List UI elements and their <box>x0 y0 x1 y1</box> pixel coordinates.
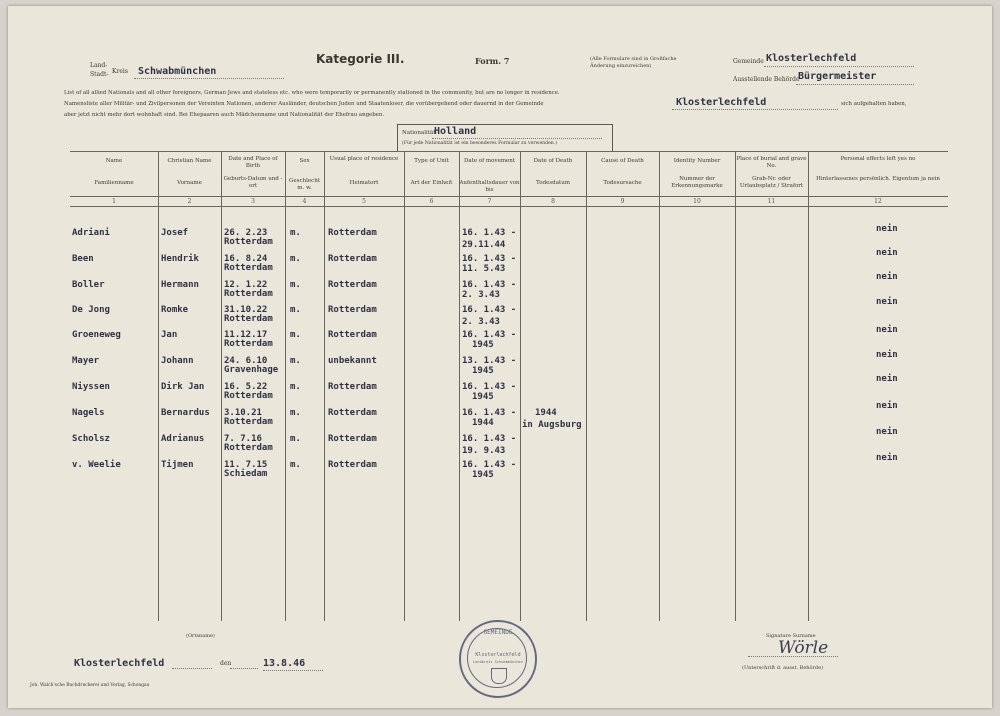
col-header-unit: Type of Unit <box>414 158 449 164</box>
col-number: 11 <box>767 198 776 205</box>
printer-note: Joh. Walch'sche Buchdruckerei und Verlag, Schongau <box>30 683 150 688</box>
row-heimat: Rotterdam <box>328 382 377 392</box>
footer-date-line <box>263 670 323 671</box>
row-heimat: Rotterdam <box>328 408 377 418</box>
col-subheader-unit: Art der Einheit <box>410 180 453 186</box>
row-date-from: 16. 1.43 - <box>462 330 517 340</box>
signature-line <box>748 656 838 657</box>
col-header-effects: Personal effects left yes no <box>840 156 916 162</box>
col-number: 7 <box>487 198 492 205</box>
row-effects: nein <box>876 453 898 463</box>
row-vorname: Adrianus <box>161 434 205 444</box>
col-subheader-christian: Vorname <box>177 180 202 186</box>
row-date-to: 2. 3.43 <box>462 317 500 327</box>
row-death-date: 1944 <box>535 408 557 418</box>
stamp-mid-text: Klosterlechfeld <box>475 652 521 658</box>
col-subheader-name: Familienname <box>94 180 134 186</box>
row-birth-place: Rotterdam <box>224 339 273 349</box>
col-header-movement: Date of movement <box>463 158 516 164</box>
col-subheader-identity: Nummer der Erkennungsmarke <box>671 176 723 189</box>
intro-line-2b: sich aufgehalten haben, <box>841 101 907 107</box>
row-date-to: 11. 5.43 <box>462 264 506 274</box>
nationality-label: Nationalität <box>402 130 436 136</box>
row-heimat: Rotterdam <box>328 305 377 315</box>
row-date-to: 1945 <box>472 340 494 350</box>
formulare-note-2: Änderung einzureichen) <box>590 63 652 69</box>
col-header-christian: Christian Name <box>167 158 212 164</box>
col-number: 9 <box>620 198 625 205</box>
row-vorname: Hendrik <box>161 254 199 264</box>
gemeinde-value: Klosterlechfeld <box>766 53 857 64</box>
row-name: Groeneweg <box>72 330 121 340</box>
col-sep <box>221 151 222 621</box>
land-label: Land- <box>90 62 108 69</box>
col-number: 4 <box>302 198 307 205</box>
row-effects: nein <box>876 248 898 258</box>
col-number: 3 <box>251 198 255 205</box>
col-header-birth: Date and Place of Birth <box>228 156 278 169</box>
row-name: Nagels <box>72 408 105 418</box>
stamp-top-text: GEMEINDE <box>483 629 513 636</box>
row-birth-place: Rotterdam <box>224 391 273 401</box>
row-heimat: unbekannt <box>328 356 377 366</box>
form-sheet <box>8 6 992 708</box>
intro-gemeinde-line <box>672 109 838 110</box>
row-birth-date: 16. 5.22 <box>224 382 268 392</box>
signature-label: Signature Surname <box>766 633 816 639</box>
footer-den: den <box>220 660 232 667</box>
nationality-line <box>432 138 602 139</box>
col-header-residence: Usual place of residence <box>329 156 399 162</box>
nationality-value: Holland <box>434 126 477 137</box>
signature: Wörle <box>778 638 829 658</box>
row-date-to: 19. 9.43 <box>462 446 506 456</box>
row-name: Boller <box>72 280 105 290</box>
row-birth-place: Gravenhage <box>224 365 279 375</box>
row-vorname: Bernardus <box>161 408 210 418</box>
row-date-to: 1945 <box>472 392 494 402</box>
row-date-from: 13. 1.43 - <box>462 356 517 366</box>
stamp-low-text: Landkreis Schwabmünchen <box>473 660 523 664</box>
col-number: 5 <box>362 198 366 205</box>
intro-line-2a: Namensliste aller Militär- und Zivilpersonen der Vereinten Nationen, anderer Ausländer, deutschen Juden und Staatenloser, die vorübergehend oder dauernd in der Gemeinde <box>64 101 544 107</box>
row-birth-date: 3.10.21 <box>224 408 262 418</box>
col-number: 10 <box>693 198 701 205</box>
col-sep <box>158 151 159 621</box>
footer-place-line <box>172 668 212 669</box>
col-number: 1 <box>112 198 116 205</box>
municipal-stamp <box>459 620 537 698</box>
col-sep <box>285 151 286 621</box>
row-date-to: 1945 <box>472 366 494 376</box>
col-sep <box>735 151 736 621</box>
row-vorname: Josef <box>161 228 189 238</box>
kreis-line <box>134 78 284 79</box>
col-number: 2 <box>187 198 192 205</box>
table-header-rule <box>70 196 948 197</box>
row-date-from: 16. 1.43 - <box>462 408 517 418</box>
row-birth-date: 12. 1.22 <box>224 280 268 290</box>
col-subheader-sex: Geschlecht m. w. <box>289 178 320 191</box>
row-vorname: Romke <box>161 305 189 315</box>
row-date-to: 29.11.44 <box>462 240 506 250</box>
col-header-sex: Sex <box>299 158 310 164</box>
kreis-value: Schwabmünchen <box>138 66 217 77</box>
formulare-note-1: (Alle Formulare sind in Großfache <box>590 56 677 62</box>
row-heimat: Rotterdam <box>328 434 377 444</box>
row-birth-date: 26. 2.23 <box>224 228 268 238</box>
kreis-label: Kreis <box>112 68 128 75</box>
col-sep <box>586 151 587 621</box>
row-sex: m. <box>290 434 301 444</box>
row-effects: nein <box>876 325 898 335</box>
row-birth-date: 11.12.17 <box>224 330 268 340</box>
col-number: 8 <box>551 198 555 205</box>
col-header-identity: Identity Number <box>673 158 721 164</box>
row-birth-date: 31.10.22 <box>224 305 268 315</box>
row-sex: m. <box>290 408 301 418</box>
col-sep <box>808 151 809 621</box>
row-sex: m. <box>290 382 301 392</box>
row-date-to: 1945 <box>472 470 494 480</box>
row-birth-place: Rotterdam <box>224 237 273 247</box>
row-sex: m. <box>290 254 301 264</box>
row-vorname: Dirk Jan <box>161 382 205 392</box>
table-top-rule <box>70 151 948 152</box>
intro-gemeinde-value: Klosterlechfeld <box>676 97 767 108</box>
gemeinde-label: Gemeinde <box>733 58 764 65</box>
row-heimat: Rotterdam <box>328 460 377 470</box>
row-birth-date: 7. 7.16 <box>224 434 262 444</box>
kategorie-title: Kategorie III. <box>316 52 405 66</box>
row-vorname: Hermann <box>161 280 199 290</box>
nationality-note: (Für jede Nationalität ist ein besonderes Formular zu verwenden.) <box>402 141 557 146</box>
row-birth-place: Rotterdam <box>224 417 273 427</box>
col-subheader-death-date: Todesdatum <box>536 180 570 186</box>
behoerde-value: Bürgermeister <box>798 71 877 82</box>
row-vorname: Tijmen <box>161 460 194 470</box>
row-birth-place: Rotterdam <box>224 314 273 324</box>
row-date-to: 2. 3.43 <box>462 290 500 300</box>
signature-note: (Unterschrift d. ausst. Behörde) <box>742 665 824 671</box>
col-sep <box>659 151 660 621</box>
row-name: Been <box>72 254 94 264</box>
col-subheader-movement: Aufenthaltsdauer von bis <box>459 180 520 193</box>
row-birth-date: 24. 6.10 <box>224 356 268 366</box>
row-birth-place: Rotterdam <box>224 263 273 273</box>
row-name: v. Weelie <box>72 460 121 470</box>
intro-line-3: aber jetzt nicht mehr dort wohnhaft sind. Bei Ehepaaren auch Mädchenname und Nationalität der Ehefrau angeben. <box>64 112 385 118</box>
row-heimat: Rotterdam <box>328 254 377 264</box>
row-date-from: 16. 1.43 - <box>462 434 517 444</box>
row-sex: m. <box>290 228 301 238</box>
row-name: De Jong <box>72 305 110 315</box>
col-subheader-burial: Grab-Nr. oder Urlaubsplatz / Strafort <box>739 176 804 189</box>
col-number: 12 <box>874 198 882 205</box>
row-effects: nein <box>876 427 898 437</box>
row-sex: m. <box>290 330 301 340</box>
row-death-place: in Augsburg <box>522 420 582 430</box>
row-sex: m. <box>290 356 301 366</box>
col-header-death-date: Date of Death <box>533 158 573 164</box>
nationality-box <box>397 124 613 152</box>
row-name: Scholsz <box>72 434 110 444</box>
place-label: (Ortsname) <box>186 633 215 639</box>
row-birth-place: Rotterdam <box>224 289 273 299</box>
row-name: Mayer <box>72 356 100 366</box>
footer-date: 13.8.46 <box>263 658 306 669</box>
intro-line-1: List of all allied Nationals and all other foreigners, German Jews and stateless etc. who were temporarily or permanently stationed in the community, but are no longer in residence. <box>64 90 560 96</box>
col-number: 6 <box>429 198 434 205</box>
col-sep <box>520 151 521 621</box>
row-effects: nein <box>876 374 898 384</box>
row-date-from: 16. 1.43 - <box>462 305 517 315</box>
row-heimat: Rotterdam <box>328 330 377 340</box>
row-effects: nein <box>876 401 898 411</box>
row-heimat: Rotterdam <box>328 280 377 290</box>
row-sex: m. <box>290 280 301 290</box>
behoerde-line <box>796 84 914 85</box>
footer-place: Klosterlechfeld <box>74 658 165 669</box>
col-subheader-death-cause: Todesursache <box>603 180 642 186</box>
col-sep <box>404 151 405 621</box>
row-effects: nein <box>876 297 898 307</box>
row-date-from: 16. 1.43 - <box>462 460 517 470</box>
row-date-to: 1944 <box>472 418 494 428</box>
row-heimat: Rotterdam <box>328 228 377 238</box>
gemeinde-line <box>764 66 914 67</box>
row-birth-place: Schiedam <box>224 469 268 479</box>
col-sep <box>459 151 460 621</box>
row-birth-date: 11. 7.15 <box>224 460 268 470</box>
row-name: Adriani <box>72 228 110 238</box>
row-date-from: 16. 1.43 - <box>462 228 517 238</box>
row-effects: nein <box>876 350 898 360</box>
row-effects: nein <box>876 272 898 282</box>
col-sep <box>324 151 325 621</box>
row-birth-date: 16. 8.24 <box>224 254 268 264</box>
col-header-name: Name <box>105 158 123 164</box>
table-number-rule <box>70 206 948 207</box>
col-subheader-birth: Geburts-Datum und -ort <box>223 176 283 189</box>
row-birth-place: Rotterdam <box>224 443 273 453</box>
row-date-from: 16. 1.43 - <box>462 382 517 392</box>
stamp-crest-icon <box>491 668 507 684</box>
footer-den-line <box>230 668 258 669</box>
row-date-from: 16. 1.43 - <box>462 280 517 290</box>
stadt-label: Stadt- <box>90 71 109 78</box>
row-effects: nein <box>876 224 898 234</box>
col-subheader-effects: Hinterlassenes persönlich. Eigentum ja nein <box>816 176 940 182</box>
col-subheader-residence: Heimatort <box>349 180 379 186</box>
behoerde-label: Ausstellende Behörde <box>733 76 800 83</box>
row-name: Niyssen <box>72 382 110 392</box>
col-header-death-cause: Cause of Death <box>601 158 644 164</box>
form-number: Form. 7 <box>475 56 510 66</box>
row-vorname: Jan <box>161 330 178 340</box>
row-date-from: 16. 1.43 - <box>462 254 517 264</box>
row-vorname: Johann <box>161 356 194 366</box>
col-header-burial: Place of burial and grave No. <box>736 156 807 169</box>
row-sex: m. <box>290 460 301 470</box>
row-sex: m. <box>290 305 301 315</box>
